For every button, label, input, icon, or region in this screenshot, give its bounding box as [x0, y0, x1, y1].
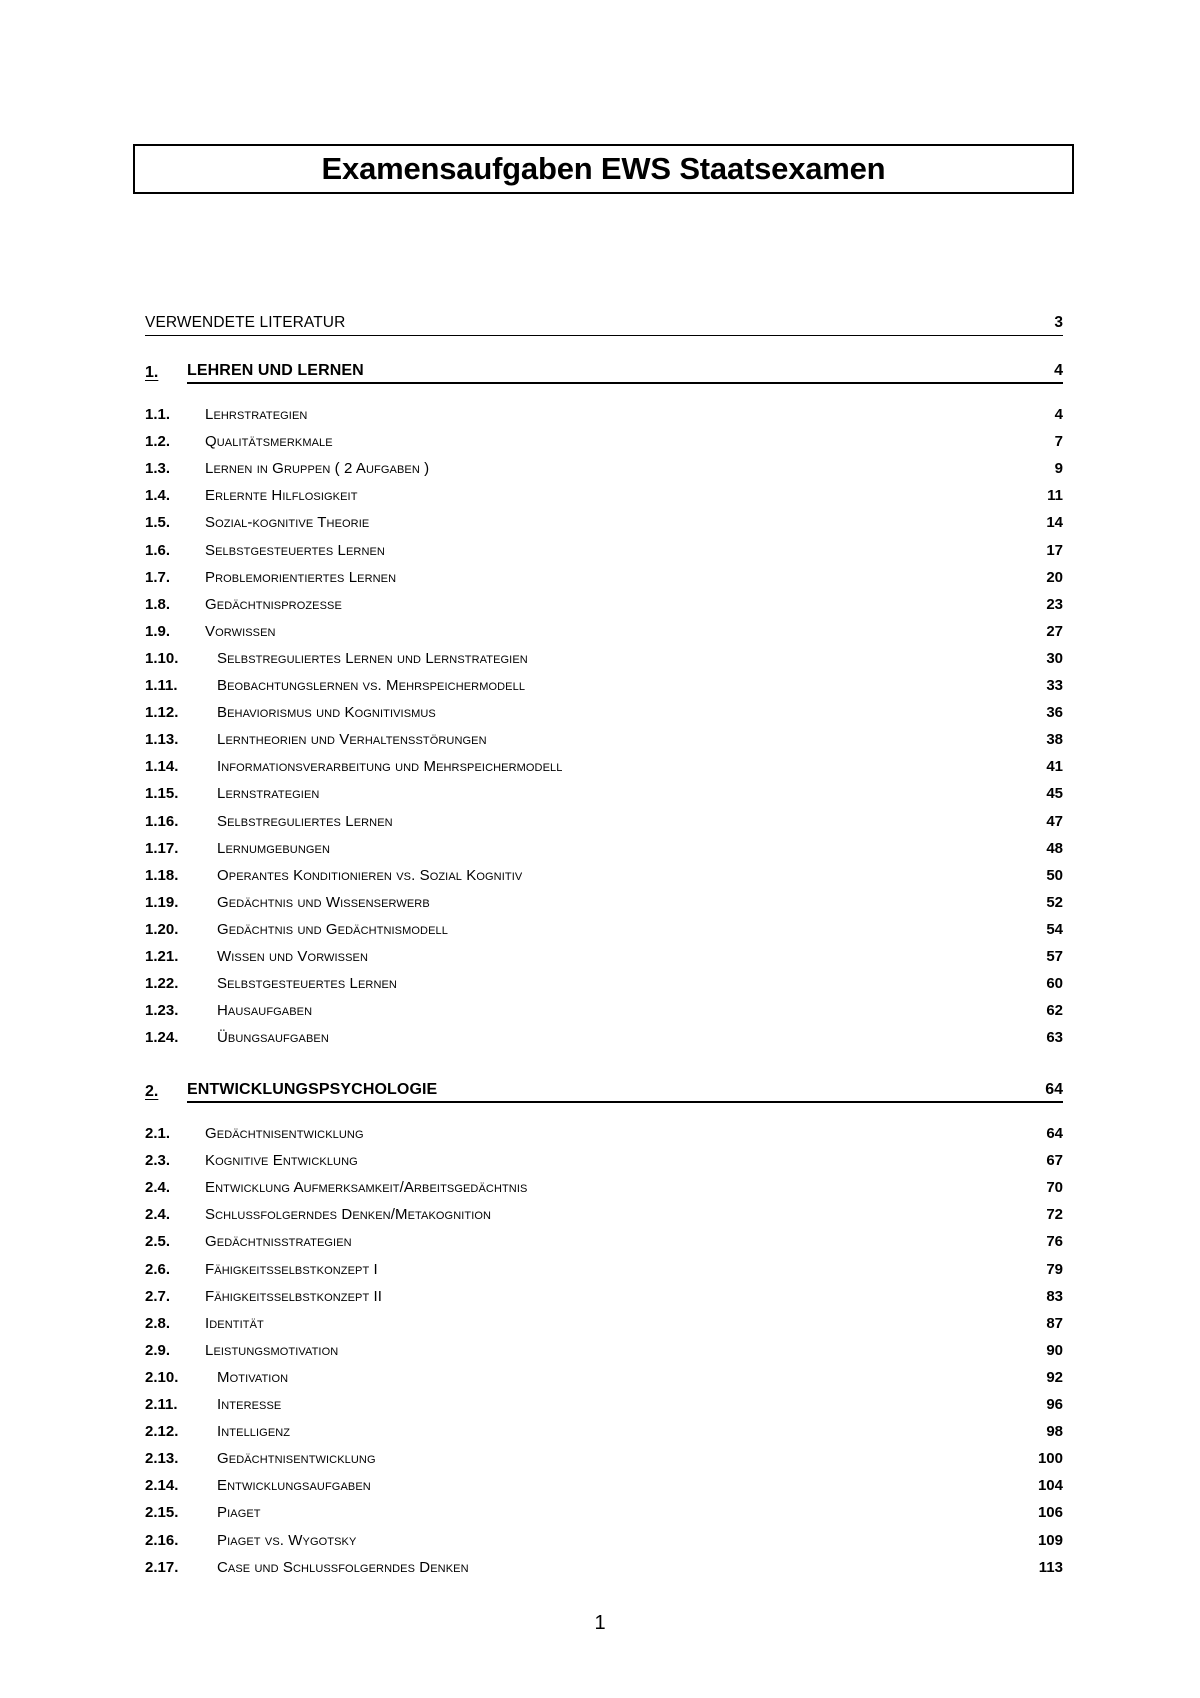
- toc-chapter-page: 64: [1045, 1081, 1063, 1098]
- toc-entry-number: 2.13.: [145, 1450, 179, 1468]
- toc-entry-title: Interesse: [217, 1396, 282, 1413]
- toc-entry-page: 30: [1046, 649, 1063, 667]
- toc-entry-number: 1.22.: [145, 975, 179, 993]
- toc-entry-page: 36: [1046, 704, 1063, 722]
- toc-entry[interactable]: [145, 808, 1063, 835]
- toc-chapter-heading: [187, 362, 1063, 384]
- toc-chapter-number: 2.: [145, 1083, 159, 1100]
- toc-entry-number: 2.14.: [145, 1477, 179, 1495]
- toc-entry[interactable]: [145, 835, 1063, 862]
- toc-entry-title: Kognitive Entwicklung: [205, 1152, 358, 1170]
- toc-entry-title: Selbstgesteuertes Lernen: [205, 541, 385, 559]
- toc-entry-number: 2.17.: [145, 1558, 179, 1576]
- toc-entry-title: Gedächtnis und Gedächtnismodell: [217, 920, 448, 938]
- toc-entry-page: 64: [1046, 1125, 1063, 1142]
- toc-entry-title: VERWENDETE LITERATUR: [145, 314, 346, 331]
- toc-entry-page: 27: [1046, 622, 1063, 640]
- toc-chapter-page: 4: [1054, 362, 1063, 379]
- toc-entry-number: 1.8.: [145, 595, 171, 613]
- toc-entry[interactable]: [145, 1391, 1063, 1418]
- toc-chapter-title: ENTWICKLUNGSPSYCHOLOGIE: [187, 1081, 438, 1098]
- toc-chapter-heading: [187, 1081, 1063, 1103]
- toc-entry-title: Leistungsmotivation: [205, 1341, 339, 1359]
- toc-entry-title: Qualitätsmerkmale: [205, 433, 333, 451]
- toc-entry-number: 2.12.: [145, 1423, 179, 1441]
- toc-entry[interactable]: [145, 1554, 1063, 1581]
- toc-entry-title: Beobachtungslernen vs. Mehrspeichermodell: [217, 677, 526, 694]
- toc-entry-number: 2.6.: [145, 1260, 171, 1278]
- toc-entry[interactable]: [145, 509, 1063, 536]
- toc-entry-number: 1.21.: [145, 948, 179, 965]
- toc-entry-title: Erlernte Hilflosigkeit: [205, 487, 358, 505]
- toc-entry-page: 92: [1046, 1368, 1063, 1386]
- toc-entry-title: Selbstreguliertes Lernen: [217, 812, 393, 830]
- toc-entry-title: Fähigkeitsselbstkonzept I: [205, 1260, 378, 1278]
- toc-chapter-2[interactable]: [145, 1080, 1063, 1104]
- toc-entry[interactable]: [145, 591, 1063, 618]
- toc-chapter-title: LEHREN UND LERNEN: [187, 362, 364, 379]
- toc-entry-number: 1.12.: [145, 704, 179, 722]
- toc-entry-title: Selbstgesteuertes Lernen: [217, 975, 397, 993]
- toc-entry-page: 52: [1046, 893, 1063, 911]
- toc-entry-number: 2.10.: [145, 1368, 179, 1386]
- toc-entry-literature[interactable]: [145, 311, 1063, 336]
- toc-entry-page: 109: [1037, 1531, 1063, 1549]
- toc-entry-title: Lernen in Gruppen ( 2 Aufgaben ): [205, 460, 430, 478]
- toc-entry-page: 4: [1054, 406, 1063, 423]
- toc-entry[interactable]: [145, 1024, 1063, 1051]
- toc-entry-title: Behaviorismus und Kognitivismus: [217, 704, 436, 722]
- toc-entry-title: Motivation: [217, 1368, 289, 1386]
- toc-entry[interactable]: [145, 618, 1063, 645]
- toc-entry-number: 1.7.: [145, 568, 171, 586]
- toc-entry-page: 96: [1046, 1396, 1063, 1413]
- toc-entry-page: 62: [1046, 1002, 1063, 1020]
- toc-entry[interactable]: [145, 1228, 1063, 1255]
- toc-entry[interactable]: [145, 1256, 1063, 1283]
- toc-entry-title: Lernumgebungen: [217, 839, 331, 857]
- page-number: 1: [594, 1612, 606, 1634]
- toc-entry-page: 47: [1046, 812, 1063, 830]
- toc-entry[interactable]: [145, 1499, 1063, 1526]
- toc-entry[interactable]: [145, 1445, 1063, 1472]
- toc-entry-number: 2.9.: [145, 1341, 171, 1359]
- toc-entry-page: 45: [1046, 785, 1063, 803]
- toc-entry-number: 1.4.: [145, 487, 171, 505]
- toc-entry-number: 1.24.: [145, 1029, 179, 1047]
- toc-entry-number: 1.19.: [145, 893, 179, 911]
- toc-entry-page: 70: [1046, 1179, 1063, 1197]
- toc-entry-number: 1.16.: [145, 812, 179, 830]
- toc-entry-page: 33: [1046, 677, 1063, 694]
- toc-entry-number: 2.3.: [145, 1152, 171, 1170]
- toc-entry-page: 104: [1037, 1477, 1063, 1495]
- toc-entry[interactable]: [145, 780, 1063, 807]
- toc-entry-page: 54: [1046, 920, 1063, 938]
- toc-entry-page: 3: [1054, 314, 1063, 331]
- toc-entry[interactable]: [145, 401, 1063, 428]
- toc-entry-number: 2.5.: [145, 1233, 171, 1251]
- toc-entry-title: Intelligenz: [217, 1423, 291, 1441]
- toc-entry-number: 2.8.: [145, 1314, 171, 1332]
- toc-chapter-number: 1.: [145, 364, 159, 381]
- toc-entry[interactable]: [145, 672, 1063, 699]
- toc-entry-title: Hausaufgaben: [217, 1002, 313, 1020]
- toc-entry[interactable]: [145, 1337, 1063, 1364]
- toc-entry[interactable]: [145, 537, 1063, 564]
- toc-entry-page: 63: [1046, 1029, 1063, 1047]
- toc-chapter-1[interactable]: [145, 361, 1063, 385]
- toc-entry-number: 1.2.: [145, 433, 171, 451]
- toc-entry-page: 83: [1046, 1287, 1063, 1305]
- toc-entry[interactable]: [145, 1310, 1063, 1337]
- toc-entry[interactable]: [145, 455, 1063, 482]
- toc-entry-page: 79: [1046, 1260, 1063, 1278]
- toc-entry[interactable]: [145, 699, 1063, 726]
- toc-entry-title: Gedächtnisstrategien: [205, 1233, 352, 1251]
- toc-entry-page: 72: [1046, 1206, 1063, 1224]
- toc-entry-page: 17: [1046, 541, 1063, 559]
- toc-entry-page: 23: [1046, 595, 1063, 613]
- toc-entry-title: Wissen und Vorwissen: [217, 948, 369, 965]
- toc-entry-number: 2.4.: [145, 1179, 171, 1197]
- toc-entry-number: 1.17.: [145, 839, 179, 857]
- toc-entry-number: 1.9.: [145, 622, 171, 640]
- toc-entry-number: 1.3.: [145, 460, 171, 478]
- toc-entry-number: 2.4.: [145, 1206, 171, 1224]
- toc-entry-title: Operantes Konditionieren vs. Sozial Kognitiv: [217, 866, 523, 884]
- toc-entry-page: 106: [1037, 1504, 1063, 1522]
- toc-entry-number: 1.14.: [145, 758, 179, 776]
- toc-entry-page: 7: [1054, 433, 1063, 451]
- toc-entry-number: 1.13.: [145, 731, 179, 749]
- toc-entry-number: 1.15.: [145, 785, 179, 803]
- toc-entry-title: Selbstreguliertes Lernen und Lernstrategien: [217, 649, 528, 667]
- toc-entry-title: Gedächtnisentwicklung: [205, 1125, 364, 1142]
- toc-entry-page: 67: [1046, 1152, 1063, 1170]
- toc-entry-title: Lerntheorien und Verhaltensstörungen: [217, 731, 487, 749]
- toc-entry-title: Vorwissen: [205, 622, 276, 640]
- toc-entry-title: Problemorientiertes Lernen: [205, 568, 397, 586]
- toc-entry-page: 11: [1047, 487, 1063, 505]
- toc-entry-title: Gedächtnisprozesse: [205, 595, 342, 613]
- toc-entry-number: 1.23.: [145, 1002, 179, 1020]
- toc-entry[interactable]: [145, 482, 1063, 509]
- toc-entry-title: Übungsaufgaben: [217, 1029, 329, 1047]
- toc-entry[interactable]: [145, 862, 1063, 889]
- toc-entry-number: 2.1.: [145, 1125, 171, 1142]
- toc-entry-page: 60: [1046, 975, 1063, 993]
- toc-entry-page: 50: [1046, 866, 1063, 884]
- toc-entry-title: Gedächtnis und Wissenserwerb: [217, 893, 430, 911]
- toc-entry[interactable]: [145, 916, 1063, 943]
- toc-entry[interactable]: [145, 943, 1063, 970]
- toc-entry[interactable]: [145, 889, 1063, 916]
- toc-entry-number: 2.15.: [145, 1504, 179, 1522]
- toc-entry-number: 1.20.: [145, 920, 179, 938]
- toc-entry[interactable]: [145, 1201, 1063, 1228]
- toc-entry-page: 57: [1046, 948, 1063, 965]
- toc-entry[interactable]: [145, 1147, 1063, 1174]
- toc-entry-number: 2.11.: [145, 1396, 178, 1413]
- toc-entry-page: 87: [1046, 1314, 1063, 1332]
- toc-entry-page: 41: [1046, 758, 1063, 776]
- toc-entry[interactable]: [145, 1283, 1063, 1310]
- toc-entry-number: 1.10.: [145, 649, 179, 667]
- toc-entry-page: 90: [1046, 1341, 1063, 1359]
- toc-entry-number: 1.1.: [145, 406, 171, 423]
- toc-entry[interactable]: [145, 564, 1063, 591]
- toc-entry-page: 20: [1046, 568, 1063, 586]
- toc-entry-title: Sozial-kognitive Theorie: [205, 514, 370, 532]
- toc-entry-title: Piaget: [217, 1504, 261, 1522]
- toc-entry-page: 98: [1046, 1423, 1063, 1441]
- toc-entry-page: 38: [1046, 731, 1063, 749]
- toc-entry-title: Entwicklung Aufmerksamkeit/Arbeitsgedächtnis: [205, 1179, 528, 1197]
- toc-entry-page: 9: [1054, 460, 1063, 478]
- toc-entry-title: Lehrstrategien: [205, 406, 308, 423]
- toc-entry[interactable]: [145, 1120, 1063, 1147]
- toc-entry-page: 76: [1046, 1233, 1063, 1251]
- toc-entry[interactable]: [145, 1174, 1063, 1201]
- toc-entry-page: 100: [1037, 1450, 1063, 1468]
- toc-entry[interactable]: [145, 753, 1063, 780]
- toc-entry[interactable]: [145, 645, 1063, 672]
- toc-entry-number: 2.16.: [145, 1531, 179, 1549]
- toc-entry-title: Informationsverarbeitung und Mehrspeichermodell: [217, 758, 563, 776]
- toc-entry[interactable]: [145, 428, 1063, 455]
- toc-entry-number: 1.18.: [145, 866, 179, 884]
- toc-entry-number: 2.7.: [145, 1287, 171, 1305]
- toc-entry[interactable]: [145, 726, 1063, 753]
- toc-entry-title: Gedächtnisentwicklung: [217, 1450, 376, 1468]
- toc-entry-number: 1.6.: [145, 541, 171, 559]
- toc-entry-page: 14: [1046, 514, 1063, 532]
- toc-entry-number: 1.11.: [145, 677, 178, 694]
- toc-entry-title: Lernstrategien: [217, 785, 320, 803]
- toc-entry[interactable]: [145, 1418, 1063, 1445]
- toc-entry-title: Piaget vs. Wygotsky: [217, 1531, 357, 1549]
- toc-entry-title: Identität: [205, 1314, 264, 1332]
- toc-entry-title: Schlussfolgerndes Denken/Metakognition: [205, 1206, 492, 1224]
- toc-entry[interactable]: [145, 1364, 1063, 1391]
- toc-entry-title: Case und Schlussfolgerndes Denken: [217, 1558, 469, 1576]
- toc-entry-title: Fähigkeitsselbstkonzept II: [205, 1287, 383, 1305]
- toc-entry-page: 48: [1046, 839, 1063, 857]
- toc-entry-number: 1.5.: [145, 514, 171, 532]
- toc-entry[interactable]: [145, 1472, 1063, 1499]
- toc-entry[interactable]: [145, 970, 1063, 997]
- document-title-box: [133, 144, 1074, 194]
- toc-entry[interactable]: [145, 997, 1063, 1024]
- document-title: Examensaufgaben EWS Staatsexamen: [321, 151, 886, 186]
- toc-entry-title: Entwicklungsaufgaben: [217, 1477, 371, 1495]
- toc-entry[interactable]: [145, 1527, 1063, 1554]
- toc-entry-page: 113: [1038, 1558, 1063, 1576]
